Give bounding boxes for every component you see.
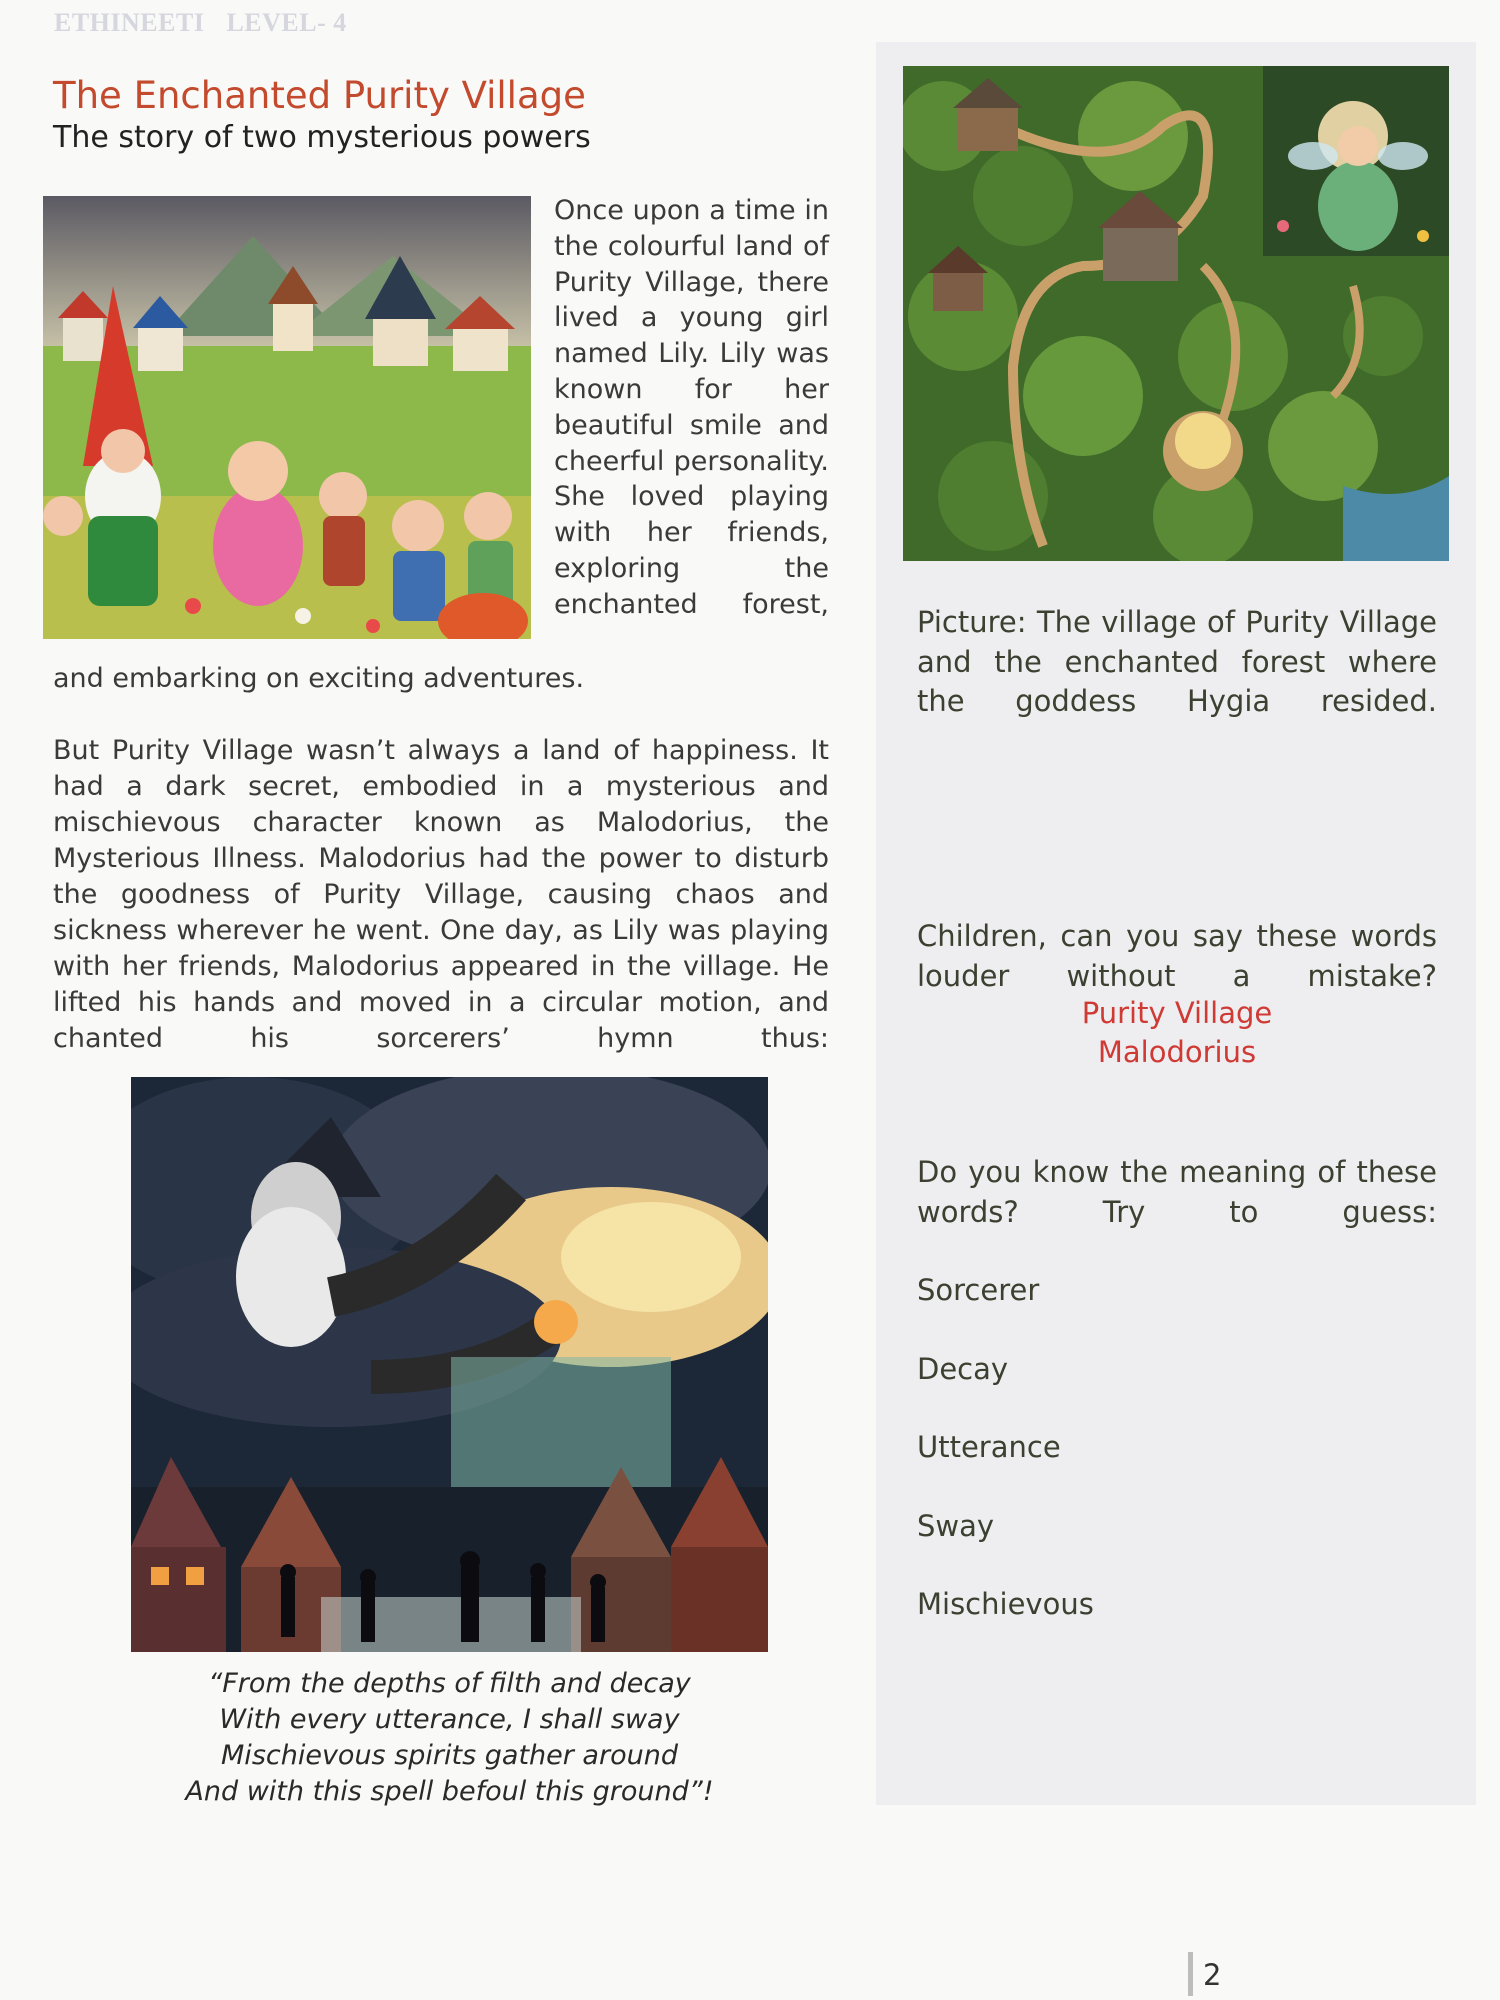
story-intro-tail: and embarking on exciting adventures. [53, 663, 585, 694]
story-second-paragraph: But Purity Village wasn’t always a land of happiness. It had a dark secret, embodied in a mysterious and mischievous character known as Malodorius, the Mysterious Illness. Malodorius had the power to disturb the goodness of Purity Village, causing chaos and sickness wherever he went. One day, as Lily was playing with her friends, Malodorius appeared in the village. He lifted his hands and moved in a circular motion, and chanted his sorcerers’ hymn thus: [53, 735, 829, 1054]
series-header [54, 8, 347, 38]
vocab-word: Mischievous [917, 1587, 1094, 1621]
village-forest-map-illustration [903, 66, 1449, 561]
vocab-word: Decay [917, 1352, 1009, 1386]
vocab-word: Utterance [917, 1430, 1061, 1464]
hymn-line: “From the depths of filth and decay [208, 1668, 691, 1699]
sorcerer-illustration [131, 1077, 768, 1652]
sorcerer-hymn [131, 1666, 768, 1810]
village-children-illustration [43, 196, 531, 639]
hymn-line: With every utterance, I shall sway [219, 1704, 680, 1735]
picture-caption: Picture: The village of Purity Village and the enchanted forest where the goddess Hygia resided. [917, 605, 1437, 718]
highlight-word: Purity Village [1081, 996, 1273, 1030]
series-name: ETHINEETI [54, 8, 205, 37]
vocab-word: Sway [917, 1509, 995, 1543]
page-number-divider [1188, 1952, 1193, 1996]
series-level: LEVEL- 4 [226, 8, 347, 37]
page-number: 2 [1203, 1958, 1222, 1992]
hymn-line: And with this spell befoul this ground”! [185, 1776, 714, 1807]
story-title: The Enchanted Purity Village [53, 74, 586, 117]
hymn-line: Mischievous spirits gather around [221, 1740, 678, 1771]
highlight-word: Malodorius [1097, 1035, 1257, 1069]
guess-prompt: Do you know the meaning of these words? Try to guess: [917, 1155, 1437, 1229]
pronunciation-question: Children, can you say these words louder without a mistake? [917, 919, 1437, 993]
story-subtitle: The story of two mysterious powers [53, 120, 591, 155]
story-intro-paragraph: Once upon a time in the colourful land of Purity Village, there lived a young girl named Lily. Lily was known for her beautiful smile and cheerful personality. She loved playing with her friends, exploring the enchanted forest, [554, 195, 829, 620]
vocab-word: Sorcerer [917, 1273, 1040, 1307]
